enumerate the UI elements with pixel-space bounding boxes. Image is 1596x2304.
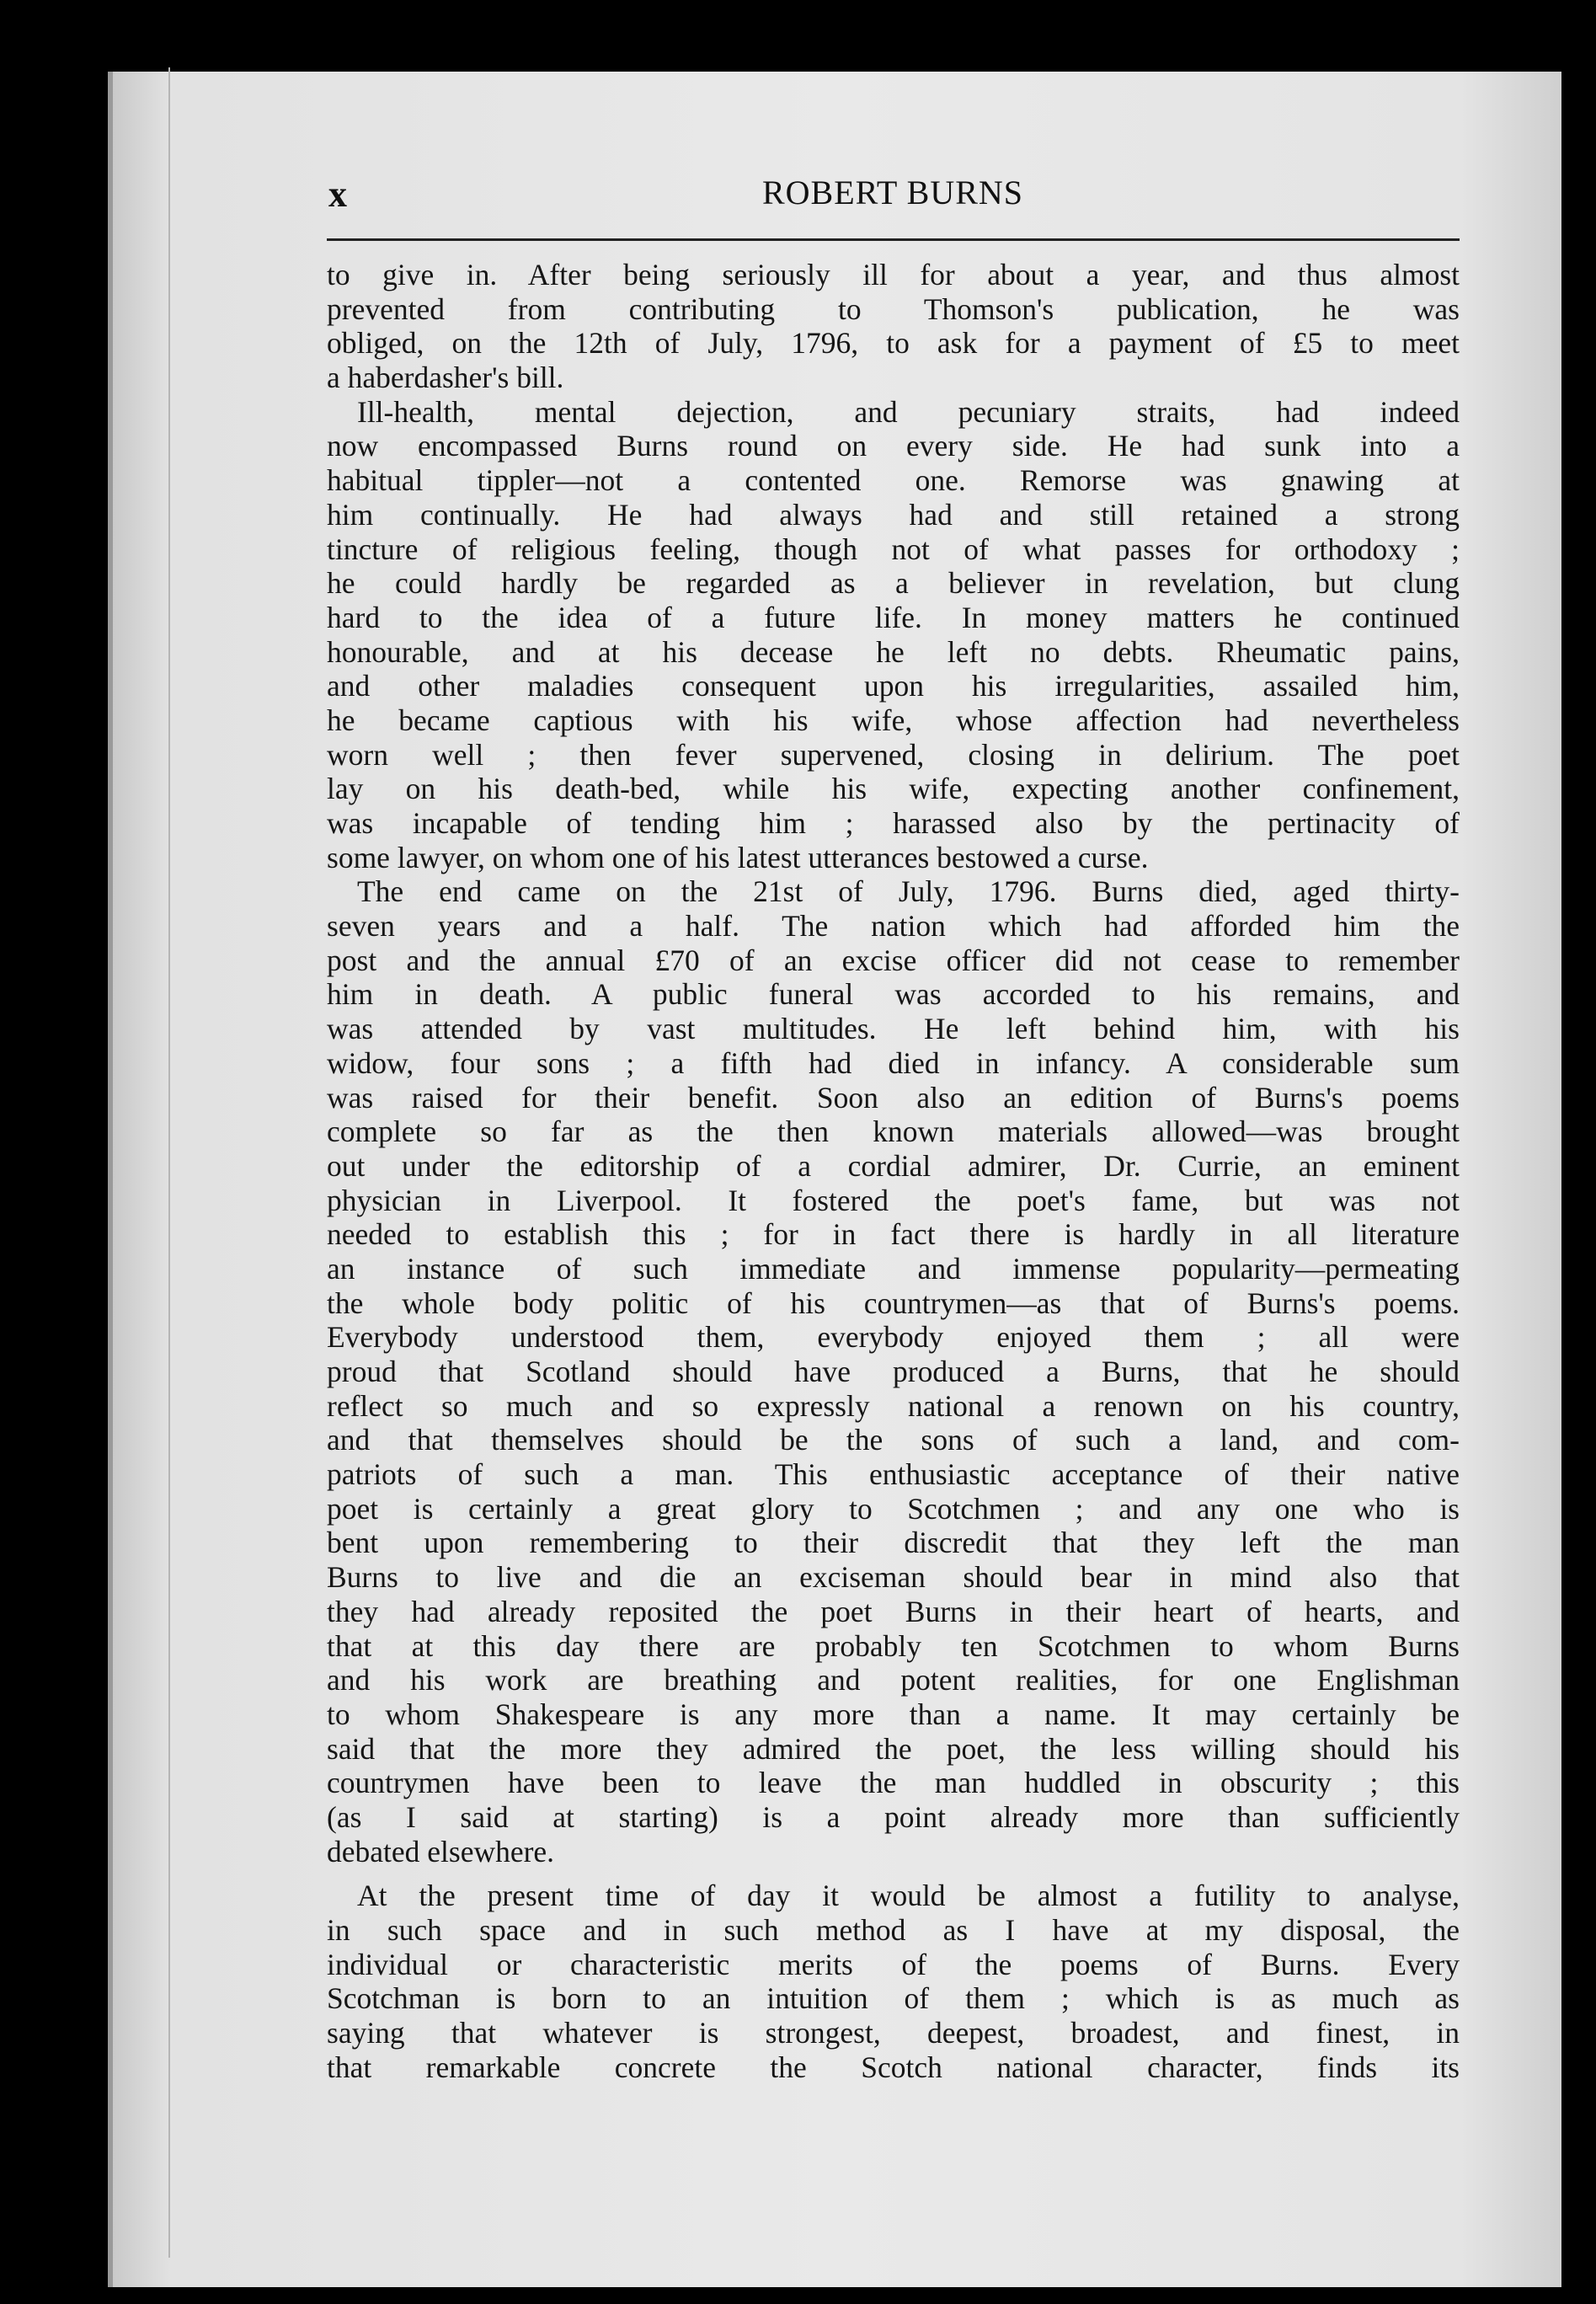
text-line: post and the annual £70 of an excise officer did not cease to remember xyxy=(327,943,1460,977)
running-title: ROBERT BURNS xyxy=(761,174,1024,211)
page-number: x xyxy=(328,174,347,215)
text-line: to give in. After being seriously ill for about a year, and thus almost xyxy=(327,258,1460,291)
text-line: that at this day there are probably ten Scotchmen to whom Burns xyxy=(327,1628,1460,1663)
text-line: was incapable of tending him ; harassed also by the pertinacity of xyxy=(327,806,1460,840)
text-line: patriots of such a man. This enthusiastic acceptance of their native xyxy=(327,1457,1460,1492)
text-line: At the present time of day it would be almost a futility to analyse, xyxy=(357,1879,1460,1913)
text-line: habitual tippler—not a contented one. Remorse was gnawing at xyxy=(327,463,1460,498)
text-line: physician in Liverpool. It fostered the poet's fame, but was not xyxy=(327,1183,1460,1217)
text-line: hard to the idea of a future life. In money matters he continued xyxy=(327,600,1460,634)
text-line: that remarkable concrete the Scotch national character, finds its xyxy=(327,2050,1460,2084)
text-line: (as I said at starting) is a point already more than sufficiently xyxy=(327,1799,1460,1834)
text-line: individual or characteristic merits of the poems of Burns. Every xyxy=(327,1947,1460,1981)
text-line: proud that Scotland should have produced a Burns, that he should xyxy=(327,1355,1460,1388)
text-line: saying that whatever is strongest, deepest, broadest, and finest, in xyxy=(327,2016,1460,2050)
body-text xyxy=(327,258,1460,2084)
text-line: he became captious with his wife, whose affection had nevertheless xyxy=(327,703,1460,737)
running-head xyxy=(328,173,1457,223)
text-line: in such space and in such method as I have at my disposal, the xyxy=(327,1913,1460,1947)
text-line: they had already reposited the poet Burns in their heart of hearts, and xyxy=(327,1594,1460,1628)
text-line: Burns to live and die an exciseman should bear in mind also that xyxy=(327,1560,1460,1595)
text-line: a haberdasher's bill. xyxy=(327,361,564,395)
text-line: to whom Shakespeare is any more than a name. It may certainly be xyxy=(327,1697,1460,1731)
text-line: reflect so much and so expressly national a renown on his country, xyxy=(327,1388,1460,1423)
text-line: prevented from contributing to Thomson's publication, he was xyxy=(327,291,1460,326)
header-rule xyxy=(327,238,1460,241)
text-line: and that themselves should be the sons of such a land, and com- xyxy=(327,1423,1460,1457)
text-line: he could hardly be regarded as a believer in revelation, but clung xyxy=(327,566,1460,601)
text-line: widow, four sons ; a fifth had died in infancy. A considerable sum xyxy=(327,1045,1460,1080)
text-line: and other maladies consequent upon his irregularities, assailed him, xyxy=(327,669,1460,703)
text-line: out under the editorship of a cordial admirer, Dr. Currie, an eminent xyxy=(327,1148,1460,1183)
text-line: obliged, on the 12th of July, 1796, to ask for a payment of £5 to meet xyxy=(327,326,1460,361)
text-line: debated elsewhere. xyxy=(327,1834,555,1868)
text-line: honourable, and at his decease he left no debts. Rheumatic pains, xyxy=(327,634,1460,669)
text-line: the whole body politic of his countrymen—as that of Burns's poems. xyxy=(327,1286,1460,1320)
text-line: needed to establish this ; for in fact there is hardly in all literature xyxy=(327,1217,1460,1252)
text-line: Ill-health, mental dejection, and pecuniary straits, had indeed xyxy=(357,394,1460,429)
text-line: now encompassed Burns round on every side. He had sunk into a xyxy=(327,429,1460,463)
text-line: poet is certainly a great glory to Scotchmen ; and any one who is xyxy=(327,1491,1460,1526)
text-line: said that the more they admired the poet, the less willing should his xyxy=(327,1731,1460,1766)
text-line: some lawyer, on whom one of his latest utterances bestowed a curse. xyxy=(327,840,1149,874)
text-line: tincture of religious feeling, though not of what passes for orthodoxy ; xyxy=(327,532,1460,566)
text-line: him continually. He had always had and still retained a strong xyxy=(327,497,1460,532)
text-line: Scotchman is born to an intuition of them ; which is as much as xyxy=(327,1981,1460,2016)
text-line: and his work are breathing and potent realities, for one Englishman xyxy=(327,1663,1460,1697)
text-line: countrymen have been to leave the man huddled in obscurity ; this xyxy=(327,1766,1460,1800)
text-line: bent upon remembering to their discredit that they left the man xyxy=(327,1526,1460,1560)
text-line: The end came on the 21st of July, 1796. Burns died, aged thirty- xyxy=(357,874,1460,909)
text-line: was raised for their benefit. Soon also an edition of Burns's poems xyxy=(327,1080,1460,1115)
text-line: seven years and a half. The nation which had afforded him the xyxy=(327,909,1460,944)
text-line: him in death. A public funeral was accorded to his remains, and xyxy=(327,977,1460,1012)
text-line: complete so far as the then known materials allowed—was brought xyxy=(327,1115,1460,1149)
text-line: an instance of such immediate and immense popularity—permeating xyxy=(327,1251,1460,1286)
text-line: Everybody understood them, everybody enjoyed them ; all were xyxy=(327,1320,1460,1355)
text-line: worn well ; then fever supervened, closing in delirium. The poet xyxy=(327,737,1460,772)
text-line: lay on his death-bed, while his wife, expecting another confinement, xyxy=(327,772,1460,806)
text-line: was attended by vast multitudes. He left behind him, with his xyxy=(327,1012,1460,1046)
